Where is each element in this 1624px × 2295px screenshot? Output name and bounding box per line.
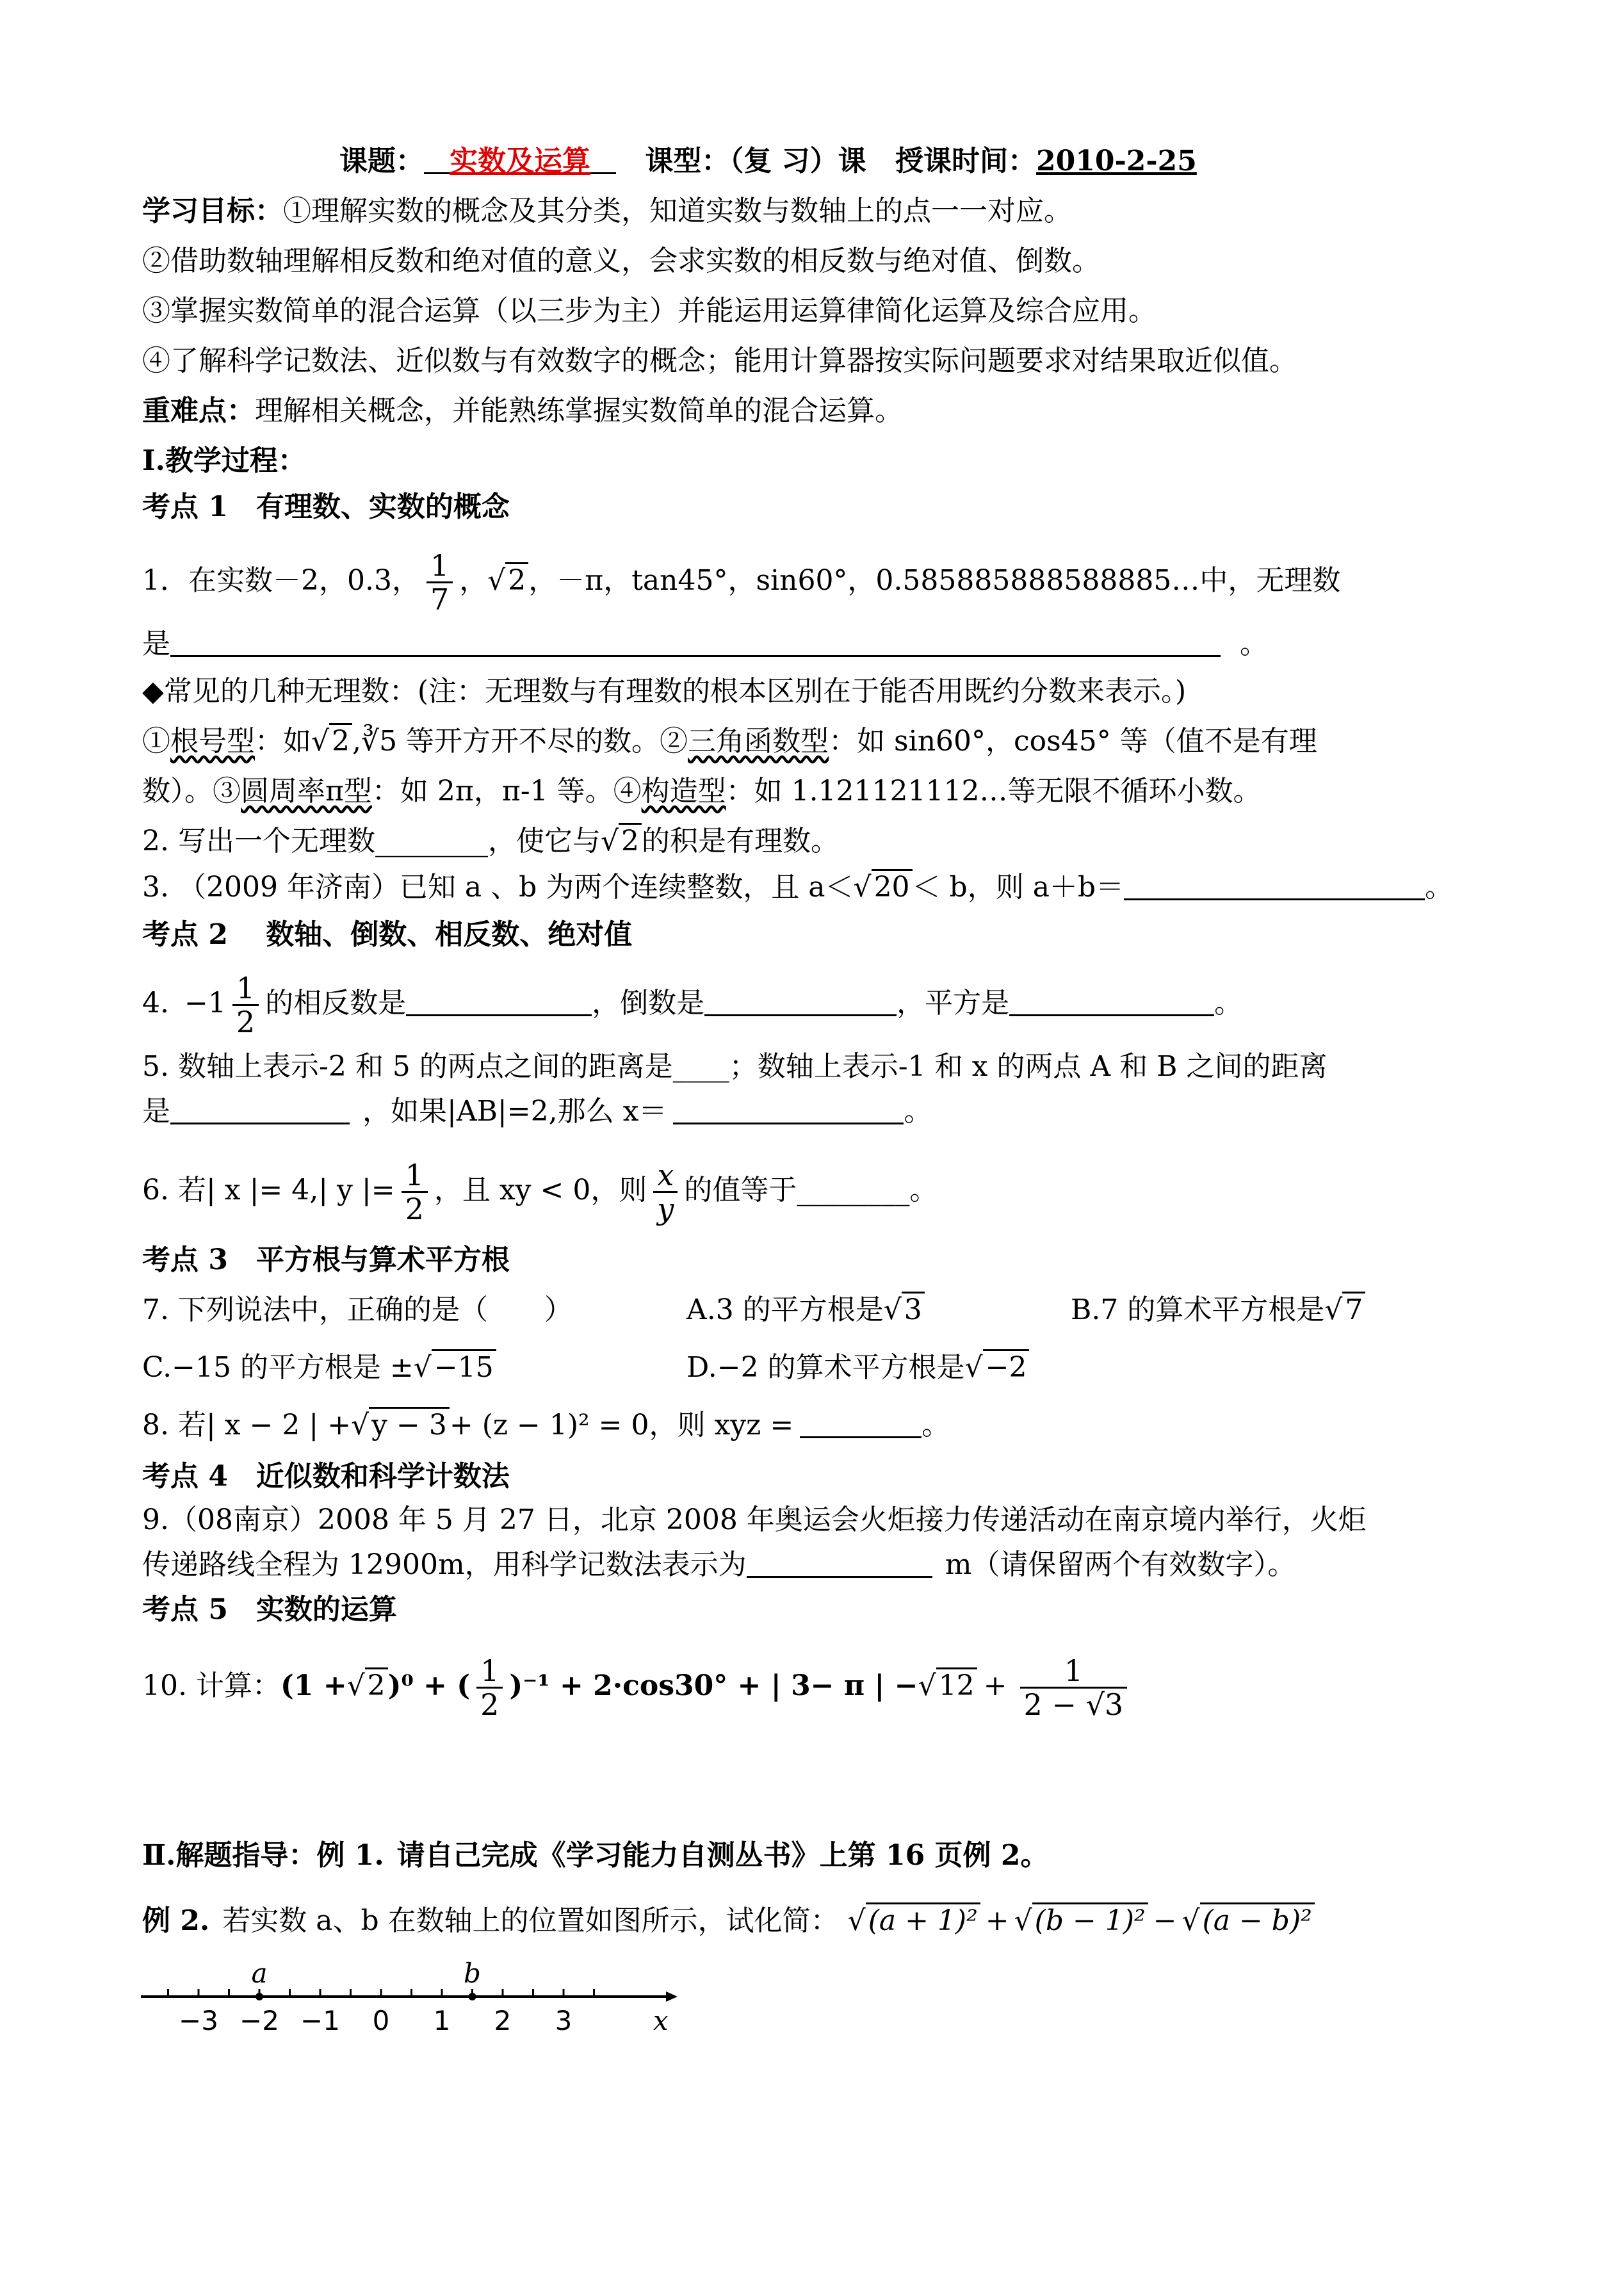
answer-blank[interactable] — [704, 986, 897, 1016]
axis-tick-label: 2 — [494, 2005, 512, 2036]
axis-tick-label: −2 — [240, 2005, 279, 2036]
example-2: 例 2. 若实数 a、b 在数轴上的位置如图所示，试化简： √(a + 1)² + √(b − 1)² − √(a − b)² — [142, 1902, 1315, 1940]
point-b-label: b — [464, 1959, 481, 1989]
answer-blank[interactable] — [406, 986, 592, 1016]
kaodian-2: 考点 2 数轴、倒数、相反数、绝对值 — [142, 918, 633, 951]
goal-2: ②借助数轴理解相反数和绝对值的意义，会求实数的相反数与绝对值、倒数。 — [142, 245, 1100, 277]
answer-blank[interactable] — [800, 1408, 922, 1438]
irrational-note: ◆常见的几种无理数：(注：无理数与有理数的根本区别在于能否用既约分数来表示。) — [142, 675, 1187, 708]
question-5: 5. 数轴上表示-2 和 5 的两点之间的距离是____；数轴上表示-1 和 x 的两点 A 和 B 之间的距离 — [142, 1050, 1328, 1083]
question-3: 3. （2009 年济南）已知 a 、b 为两个连续整数，且 a＜√20＜ b，则 a＋b＝ 。 — [142, 868, 1453, 907]
axis-tick-label: 1 — [433, 2005, 451, 2036]
kaodian-4: 考点 4 近似数和科学计数法 — [142, 1460, 510, 1493]
lesson-type: 课型：（复 习）课 — [645, 145, 866, 177]
kaodian-5: 考点 5 实数的运算 — [142, 1593, 397, 1626]
question-1-answer: 是 。 — [142, 628, 1268, 660]
kaodian-1: 考点 1 有理数、实数的概念 — [142, 491, 510, 523]
axis-tick-label: −1 — [300, 2005, 340, 2036]
topic: 实数及运算 — [450, 145, 590, 177]
number-line — [134, 1959, 711, 2056]
time-label: 授课时间： — [895, 145, 1036, 177]
axis-tick-label: −3 — [179, 2005, 218, 2036]
point-a-label: a — [251, 1959, 268, 1989]
process-heading: Ⅰ.教学过程： — [142, 444, 306, 477]
question-6: 6. 若| x |= 4,| y |= $\frac{1}{2}$ ，且 xy < 0，则 $\frac{x}{y}$ 的值等于________。 — [142, 1158, 938, 1226]
axis-tick-label: 0 — [372, 2005, 390, 2036]
topic-label: 课题： — [339, 145, 424, 177]
axis-tick-label: 3 — [555, 2005, 572, 2036]
question-4: 4. −1 $\frac{1}{2}$ 的相反数是 ，倒数是 ，平方是 。 — [142, 971, 1243, 1039]
answer-blank[interactable] — [1009, 986, 1214, 1016]
answer-blank[interactable] — [170, 627, 1221, 657]
question-7: 7. 下列说法中，正确的是（ ） A.3 的平方根是√3 B.7 的算术平方根是√7 — [142, 1291, 572, 1329]
point-a — [256, 1993, 263, 2000]
axis-x-label: x — [653, 2005, 669, 2036]
goal-1: 学习目标：①理解实数的概念及其分类，知道实数与数轴上的点一一对应。 — [142, 195, 1072, 227]
key-points: 重难点：理解相关概念，并能熟练掌握实数简单的混合运算。 — [142, 394, 903, 427]
answer-blank[interactable] — [1124, 870, 1425, 900]
point-b — [469, 1993, 476, 2000]
answer-blank[interactable] — [170, 1094, 350, 1124]
question-8: 8. 若| x − 2 | +√y − 3+ (z − 1)² = 0，则 xyz = 。 — [142, 1406, 950, 1445]
goal-4: ④了解科学记数法、近似数与有效数字的概念；能用计算器按实际问题要求对结果取近似值。 — [142, 345, 1297, 377]
question-1: 1．在实数－2，0.3， $\frac{1}{7}$ ，√2，－π，tan45°，sin60°，0.585885888588885…中，无理数 — [142, 548, 1341, 617]
kaodian-3: 考点 3 平方根与算术平方根 — [142, 1244, 510, 1276]
lesson-time: 2010-2-25 — [1035, 145, 1197, 177]
question-5-line-2: 是 ，如果|AB|=2,那么 x＝ 。 — [142, 1095, 932, 1128]
question-2: 2. 写出一个无理数________，使它与√2的积是有理数。 — [142, 822, 839, 861]
irrational-types-2: 数）。③圆周率π型：如 2π，π-1 等。④构造型：如 1.121121112…等无限不循环小数。 — [142, 775, 1262, 807]
goal-3: ③掌握实数简单的混合运算（以三步为主）并能运用运算律简化运算及综合应用。 — [142, 295, 1157, 327]
fraction-1-7: $\frac{1}{7}$ — [426, 549, 453, 615]
question-9-line-2: 传递路线全程为 12900m，用科学记数法表示为 m（请保留两个有效数字）。 — [142, 1548, 1296, 1581]
answer-blank[interactable] — [747, 1548, 932, 1578]
axis-arrow — [666, 1991, 678, 2002]
question-9: 9.（08南京）2008 年 5 月 27 日，北京 2008 年奥运会火炬接力传递活动在南京境内举行，火炬 — [142, 1504, 1367, 1536]
header — [339, 142, 1197, 181]
answer-blank[interactable] — [673, 1094, 904, 1124]
question-10: 10. 计算：(1 +√2)⁰ + ( $\frac{1}{2}$ )⁻¹ + 2·cos30° + | 3− π | −√12 + $\frac{1}{2 - √3}$ — [142, 1655, 1133, 1721]
question-7-options: C.−15 的平方根是 ±√−15 D.−2 的算术平方根是√−2 — [142, 1349, 496, 1387]
guide: Ⅱ.解题指导：例 1. 请自己完成《学习能力自测丛书》上第 16 页例 2。 — [142, 1839, 1049, 1872]
irrational-types-1: ①根号型：如√2,∛5 等开方开不尽的数。②三角函数型：如 sin60°，cos45° 等（值不是有理 — [142, 722, 1317, 761]
